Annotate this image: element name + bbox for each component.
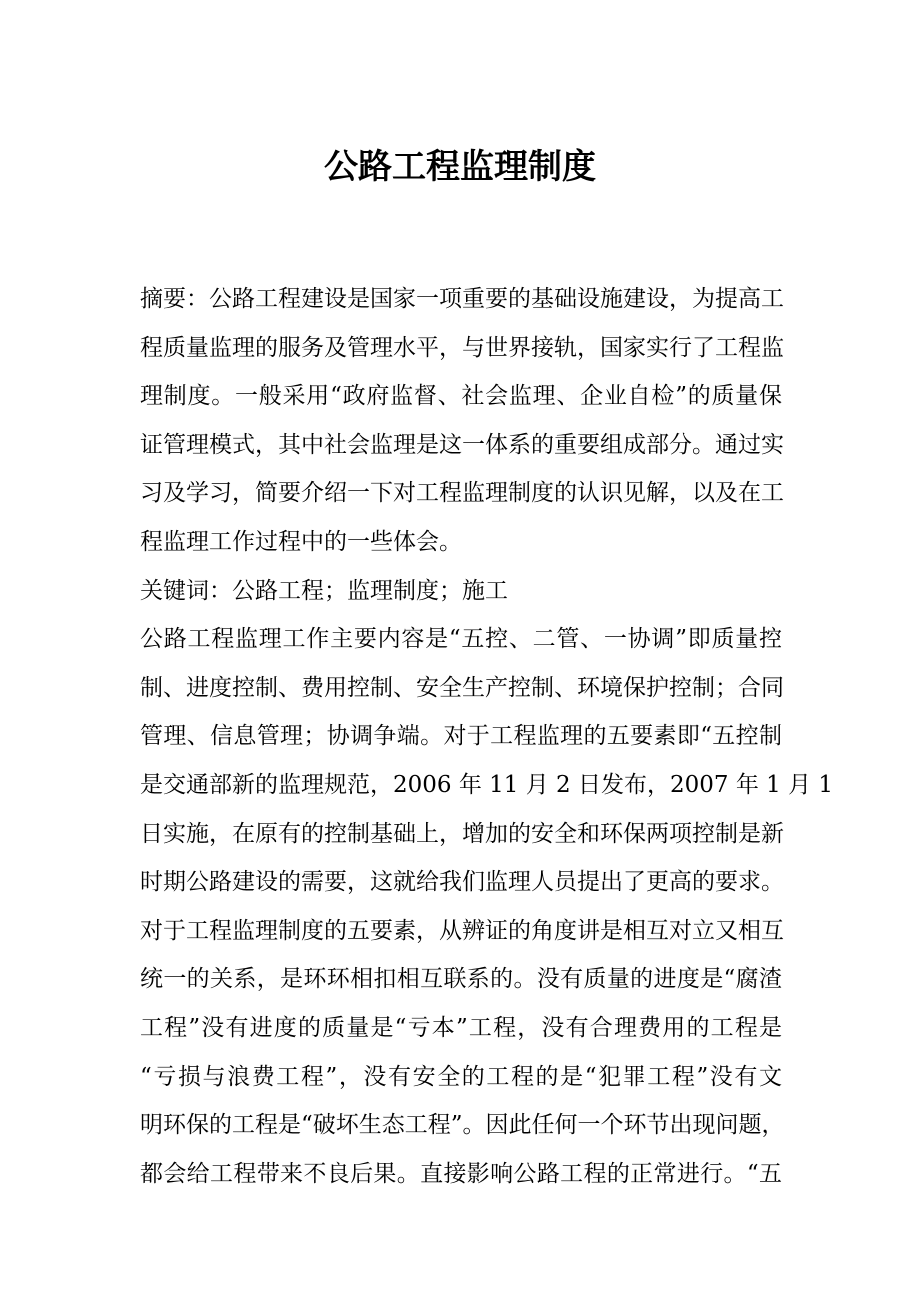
body-line: 都会给工程带来不良后果。直接影响公路工程的正常进行。“五 — [140, 1160, 782, 1187]
body-line: 习及学习，简要介绍一下对工程监理制度的认识见解，以及在工 — [140, 480, 784, 507]
body-line: 统一的关系，是环环相扣相互联系的。没有质量的进度是“腐渣 — [140, 966, 782, 993]
body-line: 程质量监理的服务及管理水平，与世界接轨，国家实行了工程监 — [140, 334, 784, 361]
body-line: 理制度。一般采用“政府监督、社会监理、企业自检”的质量保 — [140, 383, 782, 410]
body-line: 工程”没有进度的质量是“亏本”工程，没有合理费用的工程是 — [140, 1014, 782, 1041]
document-body — [140, 275, 834, 1198]
body-line: 对于工程监理制度的五要素，从辨证的角度讲是相互对立又相互 — [140, 917, 784, 944]
body-line: “亏损与浪费工程”，没有安全的工程的是“犯罪工程”没有文 — [140, 1063, 782, 1090]
body-line: 是交通部新的监理规范，2006 年 11 月 2 日发布，2007 年 1 月 1 — [140, 771, 834, 798]
document-title: 公路工程监理制度 — [324, 147, 596, 187]
body-line: 摘要：公路工程建设是国家一项重要的基础设施建设，为提高工 — [140, 286, 784, 312]
body-line: 证管理模式，其中社会监理是这一体系的重要组成部分。通过实 — [140, 431, 784, 458]
body-line: 程监理工作过程中的一些体会。 — [140, 528, 462, 555]
body-line: 日实施，在原有的控制基础上，增加的安全和环保两项控制是新 — [140, 820, 784, 847]
keywords-line: 关键词：公路工程；监理制度；施工 — [140, 577, 508, 604]
body-line: 时期公路建设的需要，这就给我们监理人员提出了更高的要求。 — [140, 869, 784, 896]
body-line: 制、进度控制、费用控制、安全生产控制、环境保护控制；合同 — [140, 674, 784, 701]
body-line: 明环保的工程是“破坏生态工程”。因此任何一个环节出现问题， — [140, 1112, 785, 1139]
body-line: 管理、信息管理；协调争端。对于工程监理的五要素即“五控制 — [140, 723, 782, 750]
body-line: 公路工程监理工作主要内容是“五控、二管、一协调”即质量控 — [140, 626, 782, 653]
